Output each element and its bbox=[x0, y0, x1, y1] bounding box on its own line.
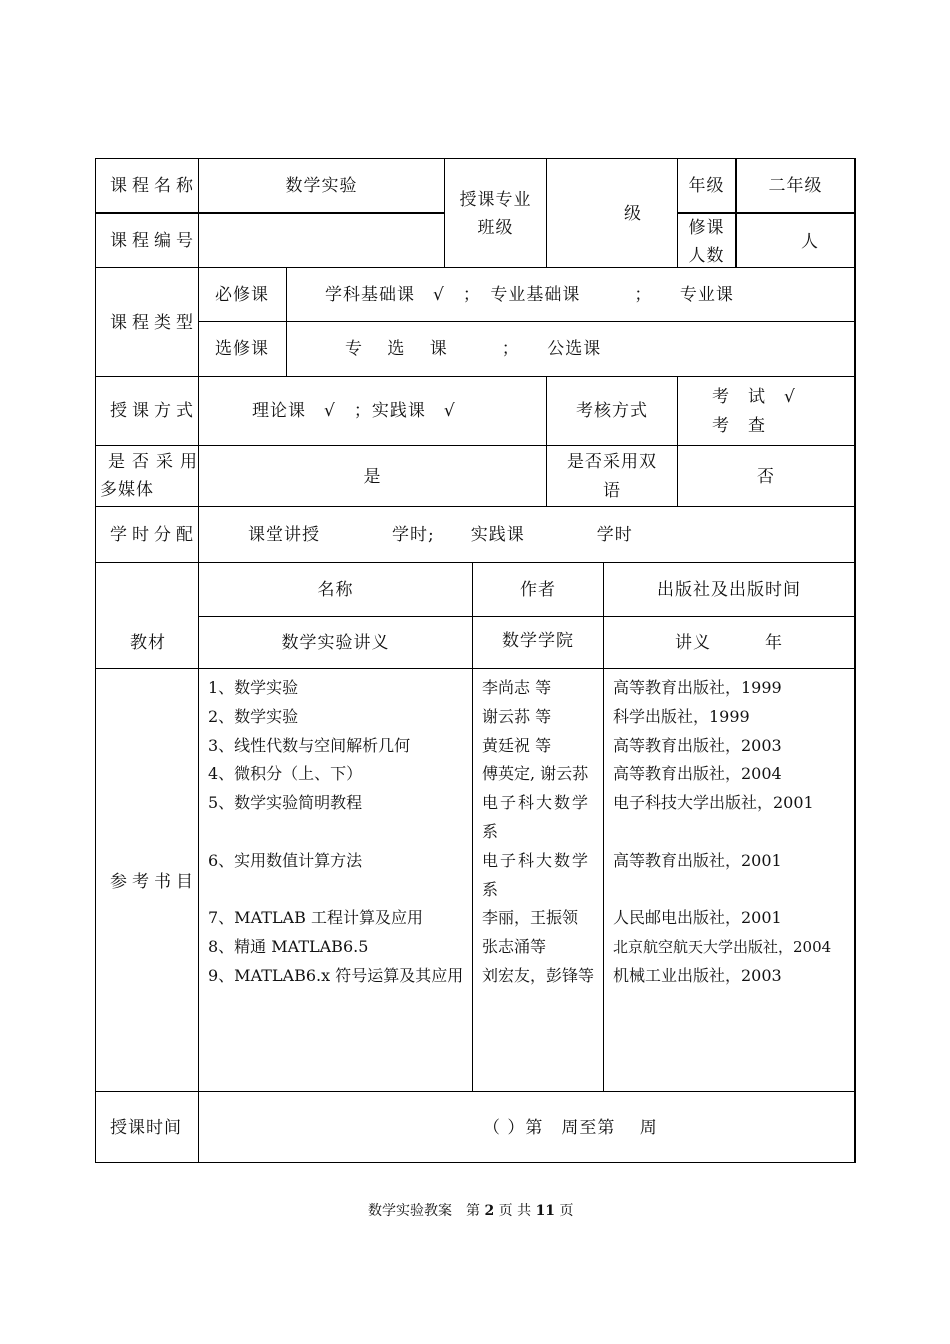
footer-suffix: 页 bbox=[559, 1203, 574, 1219]
page-footer bbox=[368, 1200, 574, 1220]
list-item bbox=[208, 876, 463, 905]
class-label-line1: 授课专业 bbox=[459, 190, 532, 210]
required-label: 必修课 bbox=[215, 285, 269, 305]
list-item bbox=[613, 876, 831, 905]
list-item: 电子科大数学 bbox=[482, 793, 591, 813]
class-value: 级 bbox=[624, 204, 642, 224]
hours-label: 学时分配 bbox=[110, 525, 198, 545]
assessment-check: 考 查 bbox=[712, 416, 766, 436]
list-item: 高等教育出版社，2001 bbox=[613, 850, 782, 870]
list-item: 高等教育出版社，1999 bbox=[613, 678, 782, 697]
course-code-label: 课程编号 bbox=[110, 231, 198, 251]
course-name-value: 数学实验 bbox=[285, 176, 358, 196]
list-item bbox=[613, 818, 831, 847]
textbook-publisher: 讲义 年 bbox=[675, 633, 783, 653]
list-item: 1、数学实验 bbox=[208, 678, 299, 697]
elective-label: 选修课 bbox=[215, 339, 269, 359]
bilingual-label-line1: 是否采用双 bbox=[567, 452, 657, 472]
multimedia-label-line2: 多媒体 bbox=[100, 480, 154, 500]
list-item: 李丽，王振领 bbox=[482, 908, 579, 928]
list-item: 3、线性代数与空间解析几何 bbox=[208, 735, 411, 755]
list-item: 张志涌等 bbox=[482, 937, 547, 957]
hours-value: 课堂讲授 学时; 实践课 学时 bbox=[248, 525, 633, 545]
time-value: （ ）第 周至第 周 bbox=[483, 1118, 658, 1138]
textbook-name: 数学实验讲义 bbox=[281, 633, 390, 653]
footer-page-number: 2 bbox=[484, 1203, 495, 1219]
multimedia-label-line1: 是否采用 bbox=[108, 452, 204, 472]
grade-value: 二年级 bbox=[768, 176, 823, 196]
elective-value: 专 选 课 ； 公选课 bbox=[345, 339, 602, 359]
col-name-header: 名称 bbox=[317, 580, 354, 600]
list-item: 4、微积分（上、下） bbox=[208, 764, 363, 784]
list-item: 2、数学实验 bbox=[208, 706, 299, 726]
teaching-method-value: 理论课 √ ；实践课 √ bbox=[252, 401, 456, 421]
class-label-line2: 班级 bbox=[477, 218, 514, 238]
list-item: 6、实用数值计算方法 bbox=[208, 850, 363, 870]
col-author-header: 作者 bbox=[520, 580, 556, 600]
students-label-line1: 修课 bbox=[688, 218, 725, 238]
time-label: 授课时间 bbox=[110, 1118, 182, 1138]
assessment-label: 考核方式 bbox=[576, 401, 648, 421]
course-type-label: 课程类型 bbox=[110, 313, 198, 333]
footer-prefix: 数学实验教案 第 bbox=[368, 1203, 480, 1219]
list-item: 电子科大数学 bbox=[482, 850, 591, 870]
list-item: 9、MATLAB6.x 符号运算及其应用 bbox=[208, 965, 464, 985]
teaching-method-label: 授课方式 bbox=[110, 401, 198, 421]
col-publisher-header: 出版社及出版时间 bbox=[657, 580, 801, 600]
list-item: 谢云荪 等 bbox=[482, 706, 552, 726]
list-item bbox=[208, 818, 463, 847]
list-item: 高等教育出版社，2003 bbox=[613, 735, 782, 755]
students-value: 人 bbox=[801, 232, 819, 252]
references-author-list bbox=[482, 674, 594, 991]
course-name-label: 课程名称 bbox=[110, 176, 198, 196]
textbook-author: 数学学院 bbox=[502, 631, 574, 651]
list-item: 北京航空航天大学出版社，2004 bbox=[613, 938, 832, 957]
list-item: 5、数学实验简明教程 bbox=[208, 793, 363, 813]
footer-mid: 页 共 bbox=[498, 1203, 532, 1219]
list-item: 机械工业出版社，2003 bbox=[613, 965, 782, 985]
list-item: 7、MATLAB 工程计算及应用 bbox=[208, 908, 423, 928]
list-item: 科学出版社，1999 bbox=[613, 706, 750, 726]
bilingual-label-line2: 语 bbox=[603, 481, 621, 501]
students-label-line2: 人数 bbox=[688, 246, 725, 266]
grade-label: 年级 bbox=[688, 176, 725, 196]
list-item: 黄廷祝 等 bbox=[482, 735, 552, 755]
references-label: 参考书目 bbox=[110, 872, 198, 892]
textbook-label: 教材 bbox=[130, 633, 166, 653]
list-item: 李尚志 等 bbox=[482, 678, 552, 697]
assessment-exam: 考 试 √ bbox=[712, 387, 796, 407]
footer-total-pages: 11 bbox=[535, 1203, 556, 1219]
list-item: 电子科技大学出版社，2001 bbox=[613, 793, 814, 813]
multimedia-value: 是 bbox=[363, 467, 382, 487]
list-item: 刘宏友，彭锋等 bbox=[482, 965, 595, 985]
references-title-list bbox=[208, 674, 463, 991]
list-item: 8、精通 MATLAB6.5 bbox=[208, 937, 369, 957]
references-publisher-list bbox=[613, 674, 831, 991]
list-item: 人民邮电出版社，2001 bbox=[613, 908, 782, 928]
list-item: 系 bbox=[482, 879, 499, 899]
list-item: 系 bbox=[482, 821, 499, 841]
required-value: 学科基础课 √ ； 专业基础课 ； 专业课 bbox=[325, 285, 734, 305]
list-item: 高等教育出版社，2004 bbox=[613, 764, 782, 784]
bilingual-value: 否 bbox=[757, 467, 775, 487]
list-item: 傅英定, 谢云荪 bbox=[482, 764, 589, 784]
